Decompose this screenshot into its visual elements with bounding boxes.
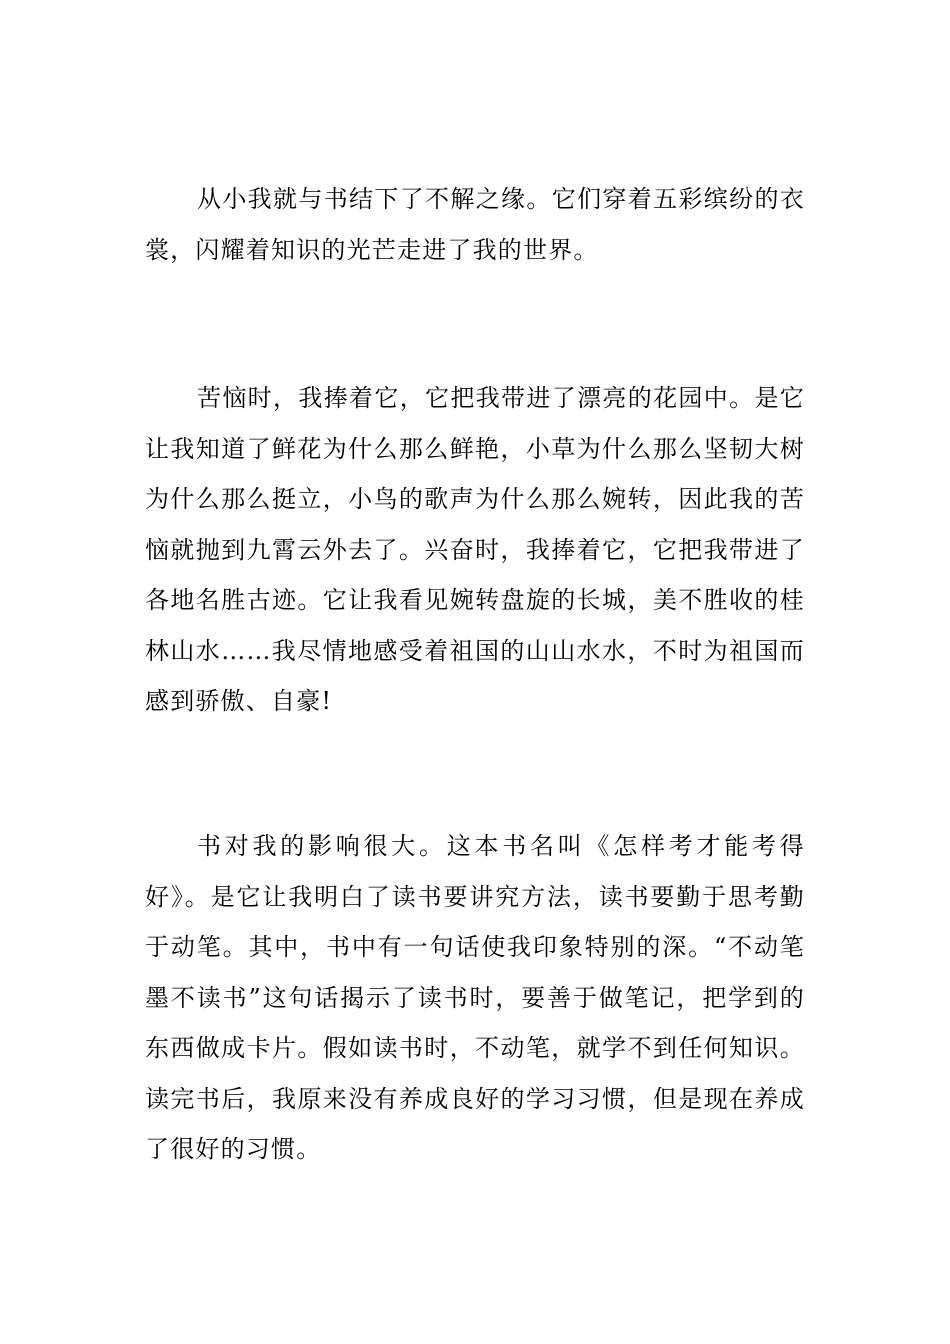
paragraph-2: 苦恼时，我捧着它，它把我带进了漂亮的花园中。是它让我知道了鲜花为什么那么鲜艳，小草为什么那么坚韧大树为什么那么挺立，小鸟的歌声为什么那么婉转，因此我的苦恼就抛到九霄云外去了。兴奋时，我捧着它，它把我带进了各地名胜古迹。它让我看见婉转盘旋的长城，美不胜收的桂林山水……我尽情地感受着祖国的山山水水，不时为祖国而感到骄傲、自豪! bbox=[145, 384, 805, 715]
paragraph-1: 从小我就与书结下了不解之缘。它们穿着五彩缤纷的衣裳，闪耀着知识的光芒走进了我的世界。 bbox=[145, 185, 805, 264]
paragraph-3: 书对我的影响很大。这本书名叫《怎样考才能考得好》。是它让我明白了读书要讲究方法，读书要勤于思考勤于动笔。其中，书中有一句话使我印象特别的深。“不动笔墨不读书”这句话揭示了读书时，要善于做笔记，把学到的东西做成卡片。假如读书时，不动笔，就学不到任何知识。读完书后，我原来没有养成良好的学习习惯，但是现在养成了很好的习惯。 bbox=[145, 832, 805, 1163]
